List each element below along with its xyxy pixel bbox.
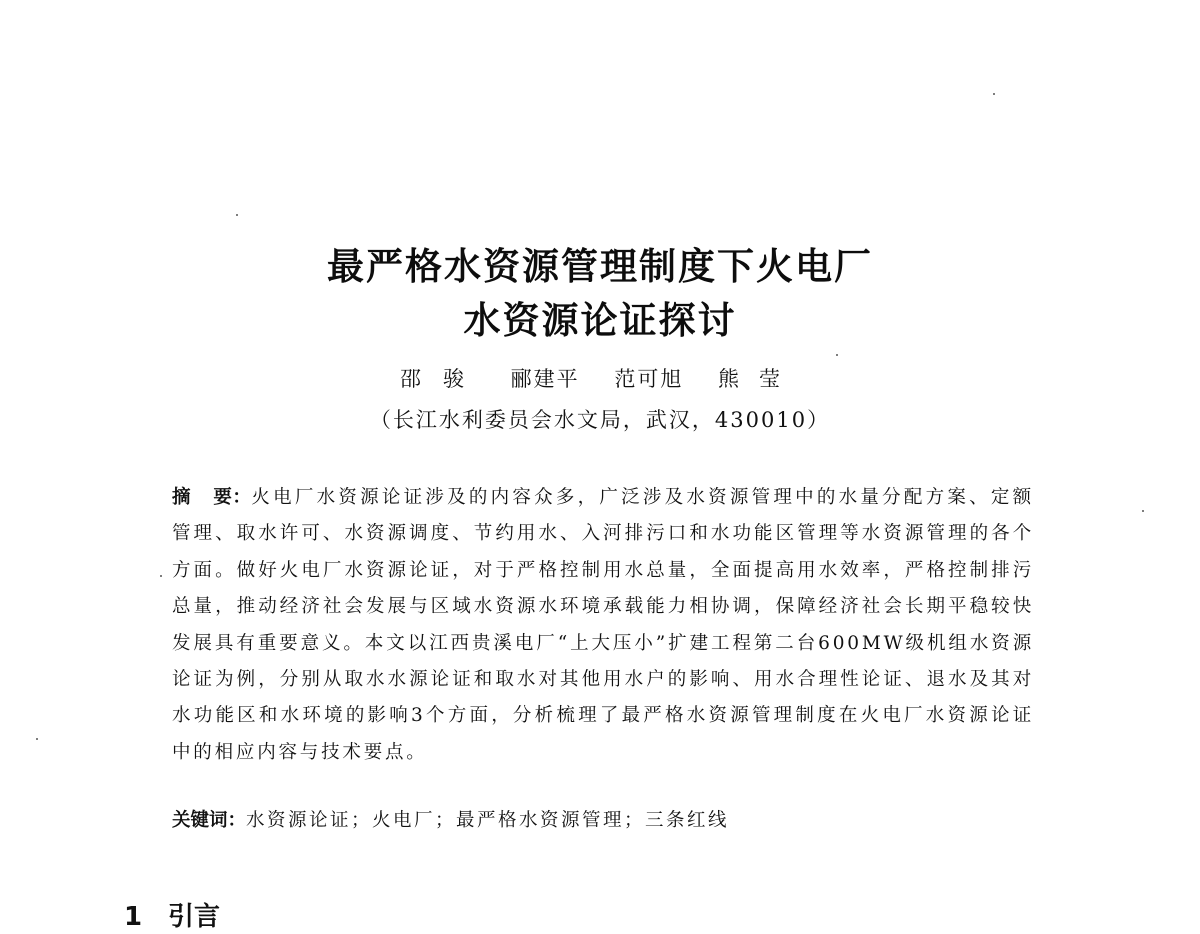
scan-speck xyxy=(1142,510,1144,512)
scan-speck xyxy=(836,354,838,356)
author-name: 熊莹 xyxy=(718,367,801,391)
section-number: 1 xyxy=(124,902,143,932)
author-list xyxy=(0,364,1200,394)
keywords xyxy=(172,806,1034,836)
author-name: 郦建平 xyxy=(510,367,580,391)
scan-speck xyxy=(236,214,238,216)
keywords-label: 关键词： xyxy=(172,810,247,831)
abstract-label xyxy=(172,487,232,508)
keywords-text: 水资源论证；火电厂；最严格水资源管理；三条红线 xyxy=(246,810,730,831)
paper-title-line-1: 最严格水资源管理制度下火电厂 xyxy=(327,245,873,288)
author-name: 范可旭 xyxy=(614,367,684,391)
paper-title-line-2: 水资源论证探讨 xyxy=(463,299,737,342)
scan-speck xyxy=(36,738,38,740)
abstract-label-text: 摘 要 xyxy=(172,487,233,508)
section-title: 引言 xyxy=(168,902,221,932)
abstract-text: 火电厂水资源论证涉及的内容众多，广泛涉及水资源管理中的水量分配方案、定额管理、取水许可、水资源调度、节约用水、入河排污口和水功能区管理等水资源管理的各个方面。做好火电厂水资源论证，对于严格控制用水总量，全面提高用水效率，严格控制排污总量，推动经济社会发展与区域水资源水环境承载能力相协调，保障经济社会长期平稳较快发展具有重要意义。本文以江西贵溪电厂“上大压小”扩建工程第二台600MW级机组水资源论证为例，分别从取水水源论证和取水对其他用水户的影响、用水合理性论证、退水及其对水功能区和水环境的影响3个方面，分析梳理了最严格水资源管理制度在火电厂水资源论证中的相应内容与技术要点。 xyxy=(172,487,1034,763)
author-name: 邵骏 xyxy=(399,367,486,391)
section-heading xyxy=(124,900,220,934)
scan-speck xyxy=(993,93,995,95)
abstract xyxy=(172,480,1034,771)
affiliation: （长江水利委员会水文局，武汉，430010） xyxy=(369,408,831,432)
abstract-label-separator: ： xyxy=(232,487,252,508)
scan-speck xyxy=(160,575,162,577)
